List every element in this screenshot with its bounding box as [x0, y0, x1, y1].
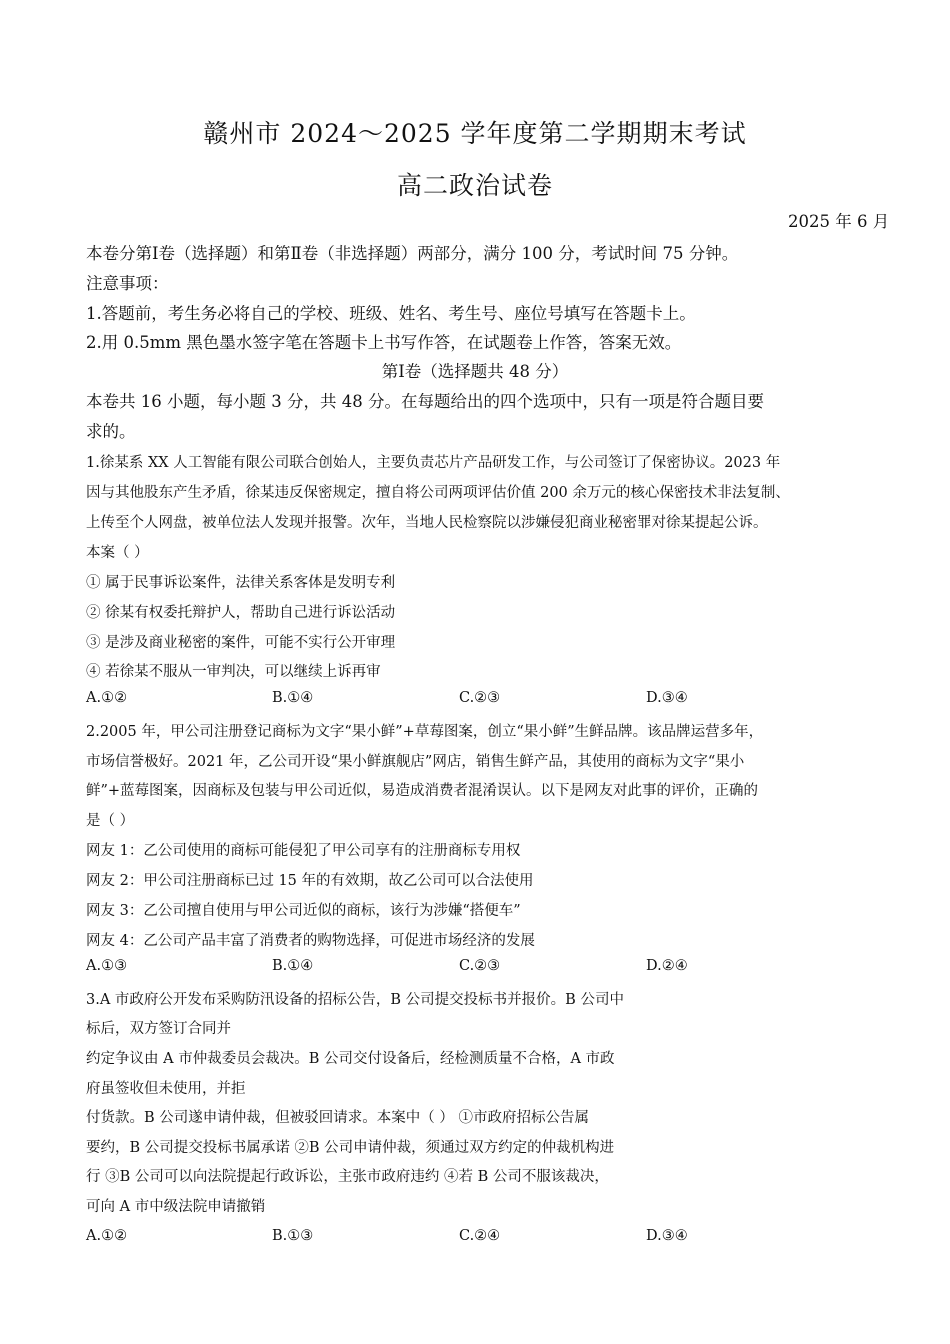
q2-line: 2.2005 年，甲公司注册登记商标为文字“果小鲜”+草莓图案，创立“果小鲜”生鲜品牌。该品牌运营多年， — [86, 724, 764, 740]
q2-line: 网友 3：乙公司擅自使用与甲公司近似的商标，该行为涉嫌“搭便车” — [86, 903, 521, 919]
q1-line: 上传至个人网盘，被单位法人发现并报警。次年，当地人民检察院以涉嫌侵犯商业秘密罪对徐某提起公诉。 — [86, 515, 768, 531]
q3-line: 可向 A 市中级法院申请撤销 — [86, 1199, 266, 1215]
q3-line: 3.A 市政府公开发布采购防汛设备的招标公告，B 公司提交投标书并报价。B 公司中 — [86, 992, 624, 1008]
q2-option-d: D.②④ — [646, 958, 688, 974]
intro-line: 本卷分第Ⅰ卷（选择题）和第Ⅱ卷（非选择题）两部分，满分 100 分，考试时间 75 分钟。 — [86, 244, 739, 263]
q2-line: 市场信誉极好。2021 年，乙公司开设“果小鲜旗舰店”网店，销售生鲜产品，其使用的商标为文字“果小 — [86, 754, 745, 770]
q3-line: 要约，B 公司提交投标书属承诺 ②B 公司申请仲裁，须通过双方约定的仲裁机构进 — [86, 1140, 615, 1156]
q3-option-c: C.②④ — [459, 1228, 501, 1244]
q2-line: 是（ ） — [86, 813, 135, 829]
q1-line: ② 徐某有权委托辩护人，帮助自己进行诉讼活动 — [86, 605, 396, 621]
q3-option-d: D.③④ — [646, 1228, 688, 1244]
q2-line: 网友 1：乙公司使用的商标可能侵犯了甲公司享有的注册商标专用权 — [86, 843, 521, 859]
q3-option-a: A.①② — [86, 1228, 128, 1244]
notes-title: 注意事项： — [86, 274, 169, 293]
q2-option-b: B.①④ — [272, 958, 314, 974]
q1-line: ③ 是涉及商业秘密的案件，可能不实行公开审理 — [86, 635, 396, 651]
exam-subtitle: 高二政治试卷 — [396, 171, 553, 200]
q3-line: 付货款。B 公司遂申请仲裁，但被驳回请求。本案中（ ） ①市政府招标公告属 — [86, 1110, 589, 1126]
note-2: 2.用 0.5mm 黑色墨水签字笔在答题卡上书写作答，在试题卷上作答，答案无效。 — [86, 333, 682, 352]
note-1: 1.答题前，考生务必将自己的学校、班级、姓名、考生号、座位号填写在答题卡上。 — [86, 304, 696, 323]
q1-option-c: C.②③ — [459, 690, 501, 706]
exam-date: 2025 年 6 月 — [788, 212, 890, 231]
q1-line: 因与其他股东产生矛盾，徐某违反保密规定，擅自将公司两项评估价值 200 余万元的核心保密技术非法复制、 — [86, 485, 790, 501]
section-heading: 第Ⅰ卷（选择题共 48 分） — [381, 362, 569, 381]
q1-line: ① 属于民事诉讼案件，法律关系客体是发明专利 — [86, 575, 396, 591]
q3-line: 府虽签收但未使用，并拒 — [86, 1081, 246, 1097]
q1-line: 本案（ ） — [86, 545, 149, 561]
q3-option-b: B.①③ — [272, 1228, 314, 1244]
q1-line: ④ 若徐某不服从一审判决，可以继续上诉再审 — [86, 664, 381, 680]
q2-option-c: C.②③ — [459, 958, 501, 974]
q2-option-a: A.①③ — [86, 958, 128, 974]
q3-line: 约定争议由 A 市仲裁委员会裁决。B 公司交付设备后，经检测质量不合格，A 市政 — [86, 1051, 615, 1067]
q2-line: 网友 4：乙公司产品丰富了消费者的购物选择，可促进市场经济的发展 — [86, 933, 535, 949]
q1-option-a: A.①② — [86, 690, 128, 706]
section-desc-2: 求的。 — [86, 422, 136, 441]
q2-line: 鲜”+蓝莓图案，因商标及包装与甲公司近似，易造成消费者混淆误认。以下是网友对此事的评价，正确的 — [86, 783, 759, 799]
q1-option-b: B.①④ — [272, 690, 314, 706]
q1-option-d: D.③④ — [646, 690, 688, 706]
section-desc-1: 本卷共 16 小题，每小题 3 分，共 48 分。在每题给出的四个选项中，只有一项是符合题目要 — [86, 392, 764, 411]
q1-line: 1.徐某系 XX 人工智能有限公司联合创始人，主要负责芯片产品研发工作，与公司签订了保密协议。2023 年 — [86, 455, 781, 471]
q2-line: 网友 2：甲公司注册商标已过 15 年的有效期，故乙公司可以合法使用 — [86, 873, 534, 889]
exam-title: 赣州市 2024～2025 学年度第二学期期末考试 — [203, 119, 747, 148]
q3-line: 行 ③B 公司可以向法院提起行政诉讼，主张市政府违约 ④若 B 公司不服该裁决， — [86, 1169, 609, 1185]
q3-line: 标后，双方签订合同并 — [86, 1021, 231, 1037]
